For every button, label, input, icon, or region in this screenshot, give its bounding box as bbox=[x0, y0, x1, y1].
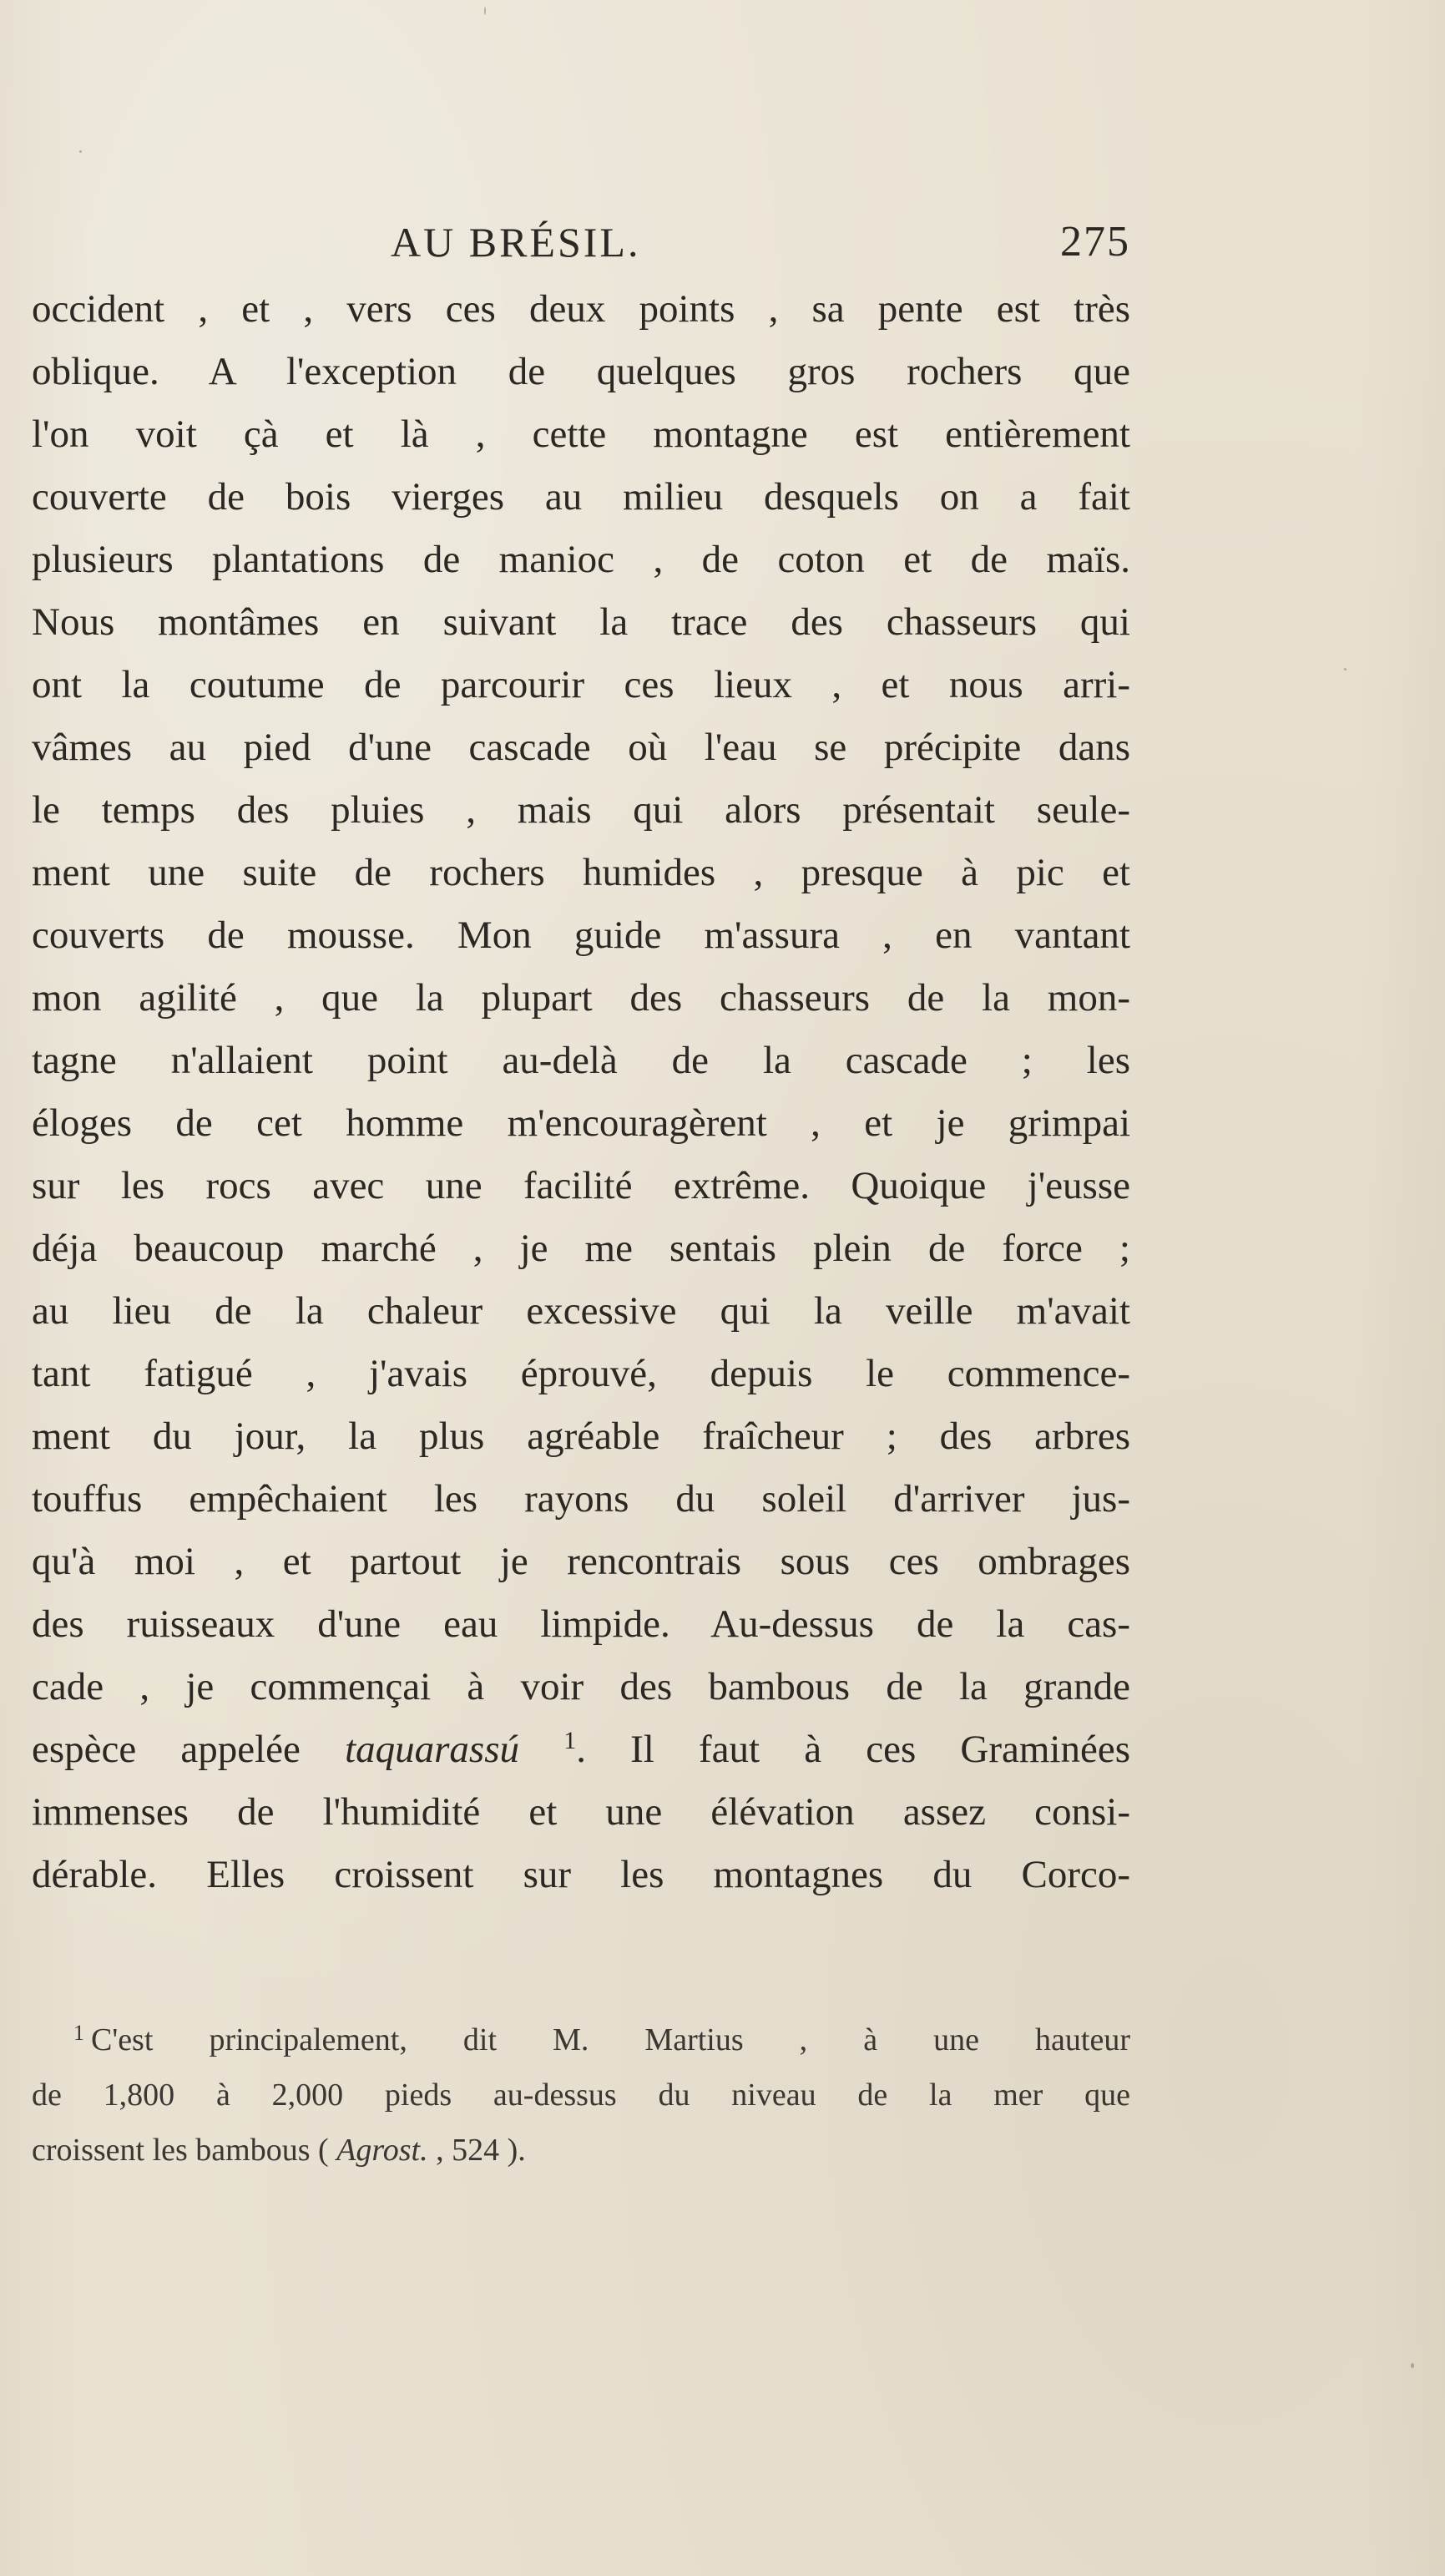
footnote-mark: 1 bbox=[73, 2021, 84, 2045]
text-line: éloges de cet homme m'encouragèrent , et je grimpai bbox=[32, 1101, 1130, 1145]
text-line: occident , et , vers ces deux points , sa pente est très bbox=[32, 287, 1130, 331]
footnote-text: croissent les bambous ( bbox=[32, 2133, 337, 2168]
text-segment: . Il faut à ces Graminées bbox=[576, 1728, 1130, 1771]
paper-speck bbox=[1411, 2363, 1414, 2368]
text-line: au lieu de la chaleur excessive qui la veille m'avait bbox=[32, 1289, 1130, 1333]
text-line: ont la coutume de parcourir ces lieux , et nous arri- bbox=[32, 663, 1130, 706]
text-line: ment du jour, la plus agréable fraîcheur ; des arbres bbox=[32, 1415, 1130, 1458]
text-line: touffus empêchaient les rayons du soleil d'arriver jus- bbox=[32, 1477, 1130, 1521]
text-line: sur les rocs avec une facilité extrême. Quoique j'eusse bbox=[32, 1164, 1130, 1207]
paper-speck bbox=[1344, 668, 1346, 671]
text-line: vâmes au pied d'une cascade où l'eau se précipite dans bbox=[32, 726, 1130, 769]
text-line: mon agilité , que la plupart des chasseurs de la mon- bbox=[32, 976, 1130, 1020]
text-line: Nous montâmes en suivant la trace des chasseurs qui bbox=[32, 600, 1130, 644]
text-line: l'on voit çà et là , cette montagne est entièrement bbox=[32, 412, 1130, 456]
text-line: le temps des pluies , mais qui alors présentait seule- bbox=[32, 788, 1130, 832]
paper-speck bbox=[79, 150, 82, 153]
text-line: déja beaucoup marché , je me sentais plein de force ; bbox=[32, 1227, 1130, 1270]
text-line-with-footnote-ref bbox=[32, 1718, 1130, 1781]
text-line: ment une suite de rochers humides , presque à pic et bbox=[32, 851, 1130, 894]
text-line: plusieurs plantations de manioc , de coton et de maïs. bbox=[32, 538, 1130, 581]
text-line: dérable. Elles croissent sur les montagnes du Corco- bbox=[32, 1853, 1130, 1896]
text-segment: espèce appelée bbox=[32, 1728, 346, 1771]
text-line: tant fatigué , j'avais éprouvé, depuis le commence- bbox=[32, 1352, 1130, 1395]
footnote-line bbox=[32, 2012, 1130, 2067]
paper-speck bbox=[484, 7, 486, 15]
text-line: qu'à moi , et partout je rencontrais sous ces ombrages bbox=[32, 1540, 1130, 1583]
page-number: 275 bbox=[1060, 218, 1130, 266]
text-line: oblique. A l'exception de quelques gros rochers que bbox=[32, 350, 1130, 393]
footnote-line bbox=[32, 2123, 1130, 2178]
footnote-text: , 524 ). bbox=[427, 2133, 526, 2168]
text-line: couverts de mousse. Mon guide m'assura , en vantant bbox=[32, 913, 1130, 957]
main-text bbox=[32, 278, 1130, 1906]
paper-speck bbox=[1010, 1369, 1013, 1372]
page-header bbox=[32, 209, 1130, 276]
footnote bbox=[32, 2012, 1130, 2178]
text-line: couverte de bois vierges au milieu desquels on a fait bbox=[32, 475, 1130, 519]
italic-term: taquarassú bbox=[345, 1728, 520, 1771]
italic-citation: Agrost. bbox=[336, 2133, 428, 2168]
footnote-line: de 1,800 à 2,000 pieds au-dessus du niveau de la mer que bbox=[32, 2078, 1130, 2113]
running-head: AU BRÉSIL. bbox=[391, 219, 641, 266]
text-line: immenses de l'humidité et une élévation assez consi- bbox=[32, 1790, 1130, 1834]
text-line: cade , je commençai à voir des bambous de la grande bbox=[32, 1665, 1130, 1708]
footnote-reference[interactable]: 1 bbox=[563, 1727, 577, 1754]
text-line: des ruisseaux d'une eau limpide. Au-dessus de la cas- bbox=[32, 1602, 1130, 1646]
footnote-text: C'est principalement, dit M. Martius , à une hauteur bbox=[91, 2022, 1130, 2057]
text-line: tagne n'allaient point au-delà de la cascade ; les bbox=[32, 1039, 1130, 1082]
